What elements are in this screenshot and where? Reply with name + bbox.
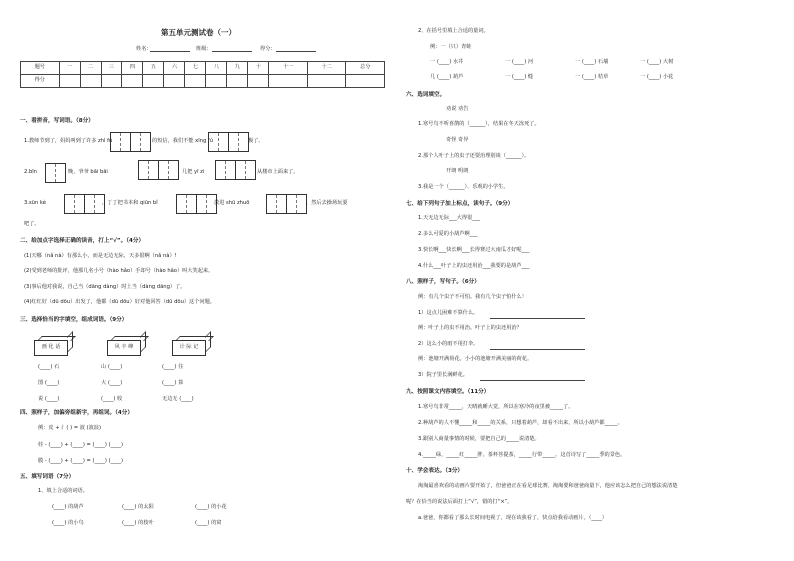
table-header-cell: 题号 [21, 62, 60, 75]
score-label: 得分： [260, 46, 276, 52]
char-box-3: 计 际 记 [172, 340, 206, 356]
table-header-cell: 十二 [307, 62, 346, 75]
class-line[interactable] [212, 51, 252, 52]
q5-cell[interactable]: (____) 的小鸟 [52, 520, 84, 526]
q9-heading: 九、按照课文内容填空。（11分） [406, 389, 490, 395]
table-header-cell: 总分 [346, 62, 385, 75]
q5b-cell[interactable]: 几 (____) 葫芦 [430, 74, 464, 80]
q1-heading: 一、看拼音，写词语。（8分） [20, 118, 94, 124]
name-label: 姓名： [136, 46, 152, 52]
q6-pair1: 劝说 劝告 [446, 106, 469, 112]
q9-line3[interactable]: 3.跟别人商量事情的时候，要把自己的_____说清楚。 [418, 436, 540, 442]
q1-line2e: 从楼市上面来了。 [257, 169, 299, 175]
char-box-2: 风 丰 峰 [107, 340, 141, 356]
q1-line2b: 晚，爷爷 bāi bāi [68, 169, 108, 175]
q1-line3d: ，然后去操场玩耍 [306, 200, 348, 206]
q9-line4[interactable]: 4._____绿，_____红_____胖。茶杯菩提茶，_____行带_____。这首诗写了_____季的景色。 [418, 452, 626, 458]
q3-cell[interactable]: (____) 石 [38, 364, 60, 370]
q8-line1: 1）这点儿困难不算什么。 [418, 310, 479, 316]
char-box-1: 画 化 话 [34, 340, 68, 356]
q1-line2d: 几把 yī zi [182, 169, 205, 175]
q5b-cell[interactable]: 一 (____) 大树 [640, 59, 674, 65]
q5-cell[interactable]: (____) 的太阳 [122, 504, 154, 510]
q5-cell[interactable]: (____) 的葫芦 [52, 504, 84, 510]
pinyin-grid[interactable] [110, 132, 151, 152]
pinyin-grid[interactable] [176, 194, 217, 214]
q5b-cell[interactable]: 一 (____) 缝 [505, 74, 534, 80]
q4-line1[interactable]: 娃 - (____) + (____) = (____) (____) [38, 442, 123, 448]
pinyin-grid[interactable] [45, 163, 66, 183]
q5b-cell[interactable]: 一 (____) 小花 [640, 74, 674, 80]
pinyin-grid[interactable] [215, 160, 256, 180]
q5b-cell[interactable]: 一 (____) 水井 [430, 59, 464, 65]
q5b-cell[interactable]: 一 (____) 石墙 [575, 59, 609, 65]
q10-line3[interactable]: a.爸爸，你都看了那么长时间电视了，现在该我看了，快点给我看动画片。（____） [418, 515, 607, 521]
q10-line1: 淘淘最喜欢看的动画片要开始了，但爸爸正在看足球比赛，淘淘要和爸爸商量下，他应该怎么把自己的想法说清楚 [418, 483, 678, 489]
q1-line1c: 极了。 [248, 138, 264, 144]
score-cell[interactable] [143, 75, 164, 88]
q2-line2: (2)受到老师的批评，他那几名小号（hào hǎo）手却号（hào hǎo）叫大笑起来。 [24, 268, 214, 274]
table-header-cell: 七 [185, 62, 206, 75]
pinyin-grid[interactable] [64, 194, 105, 214]
q3-heading: 三、选择恰当的字填空，组成词语。（9分） [20, 317, 128, 323]
q3-cell[interactable]: 说 (____) [38, 396, 60, 402]
table-header-cell: 八 [206, 62, 227, 75]
table-header-cell: 十 [248, 62, 269, 75]
q2-line4: (4)红红好（dū dōu）出发了，他都（dū dōu）好对他回答（dū dōu）这个问题。 [24, 299, 215, 305]
table-header-cell: 一 [59, 62, 80, 75]
q6-line3[interactable]: 3.我是一个（______）、乐观的小学生。 [418, 184, 509, 190]
q4-example: 例：皮 + 氵( ) = 波 (波浪) [38, 425, 101, 431]
score-cell[interactable] [101, 75, 122, 88]
q1-line1b: 的短信，我们不能 xīng fú [152, 138, 214, 144]
q1-line4: 吧了。 [24, 221, 40, 227]
q3-cell[interactable]: (____) 收 [101, 396, 123, 402]
q6-line1[interactable]: 1.寒号鸟不听喜鹊的（______），结果在冬天冻死了。 [418, 121, 540, 127]
q10-heading: 十、学会表达。（3分） [406, 468, 464, 474]
name-line[interactable] [150, 51, 190, 52]
q8-example3: 例：池塘开满荷花。小小的池塘开满美丽的荷花。 [418, 356, 533, 362]
q7-line4[interactable]: 4.什么___叶子上的虫还用治___我要的是葫芦___ [418, 263, 530, 269]
table-header-cell: 五 [143, 62, 164, 75]
q3-cell[interactable]: 图 (____) [38, 380, 60, 386]
score-cell[interactable] [307, 75, 346, 88]
q3-cell[interactable]: 无边无 (____) [162, 396, 194, 402]
q3-cell[interactable]: (____) 住 [162, 364, 184, 370]
table-row-label: 得分 [21, 75, 60, 88]
pinyin-grid[interactable] [208, 132, 249, 152]
table-header-cell: 十一 [269, 62, 308, 75]
q5-cell[interactable]: (____) 的小花 [195, 504, 227, 510]
q7-line1[interactable]: 1.天无边无际___大得很___ [418, 215, 481, 221]
table-header-cell: 二 [80, 62, 101, 75]
score-cell[interactable] [269, 75, 308, 88]
score-cell[interactable] [80, 75, 101, 88]
score-cell[interactable] [185, 75, 206, 88]
answer-line[interactable] [490, 318, 585, 319]
q5b-sub: 2、在括号里填上合适的量词。 [418, 28, 489, 34]
score-cell[interactable] [59, 75, 80, 88]
q1-line3b: ，丁丁把书本和 qiūn bǐ [102, 200, 158, 206]
q8-example2: 例：叶子上的虫不用治。叶子上的虫还用治？ [418, 325, 522, 331]
answer-line[interactable] [480, 380, 585, 381]
q8-heading: 八、照样子，写句子。（6分） [406, 279, 480, 285]
score-cell[interactable] [248, 75, 269, 88]
score-cell[interactable] [122, 75, 143, 88]
pinyin-grid[interactable] [266, 194, 307, 214]
q6-heading: 六、选词填空。 [406, 92, 446, 98]
table-header-cell: 六 [164, 62, 185, 75]
score-cell[interactable] [346, 75, 385, 88]
q6-pair3: 开朗 明朗 [446, 168, 469, 174]
class-label: 班级： [196, 46, 212, 52]
answer-line[interactable] [490, 349, 585, 350]
score-cell[interactable] [227, 75, 248, 88]
q7-line2[interactable]: 2.多么可爱的小葫芦啊___ [418, 231, 478, 237]
q6-line2[interactable]: 2.那个人叶子上的虫子还要治理别谈（______）。 [418, 153, 530, 159]
q5-sub1: 1、填上合适的词语。 [38, 488, 88, 494]
q5-cell[interactable]: (____) 的枝叶 [122, 520, 154, 526]
q9-line1[interactable]: 1.寒号鸟非常_____，天晴就睡大觉，所以在寒冷的夜里被_____了。 [418, 404, 574, 410]
q5b-cell[interactable]: 一 (____) 桔草 [575, 74, 609, 80]
q5b-example: 例：一（只）青蛙 [430, 44, 472, 50]
q9-line2[interactable]: 2.种葫芦的人不懂_____和_____的关系，只想着葫芦，却看不出来，所以小葫芦都_____。 [418, 420, 623, 426]
table-header-cell: 三 [101, 62, 122, 75]
q1-line2a: 2.bīn [24, 169, 37, 175]
q2-line3: (3)事后他对我说，自己当（dāng dàng）时上当（dàng dāng）了。 [24, 284, 186, 290]
score-cell[interactable] [164, 75, 185, 88]
table-header-cell: 九 [227, 62, 248, 75]
q8-example1: 例：有几个虫子不可怕。我有几个虫子怕什么！ [418, 294, 527, 300]
q8-line2: 2）这么小的雨不用打伞。 [418, 341, 479, 347]
q4-line2[interactable]: 膜 - (____) + (____) = (____) (____) [38, 458, 123, 464]
q7-line3[interactable]: 3.快长啊___快长啊___长得赛过大南瓜才好呢___ [418, 247, 530, 253]
q6-pair2: 奇怪 奇异 [446, 137, 469, 143]
q1-line3a: 3.sūn kè [24, 200, 46, 206]
q5-cell[interactable]: (____) 的窝 [195, 520, 222, 526]
score-table [20, 61, 385, 88]
q5b-cell[interactable]: 一 (____) 河 [505, 59, 534, 65]
q3-cell[interactable]: (____) 算 [162, 380, 184, 386]
q7-heading: 七、给下列句子加上标点，读句子。（9分） [406, 201, 514, 207]
pinyin-grid[interactable] [138, 160, 179, 180]
q10-line2: 呢？在恰当的说法后面打上“√”，错的打“×”。 [406, 499, 513, 505]
score-cell[interactable] [206, 75, 227, 88]
q8-line3: 3）院子里长满鲜花。 [418, 372, 468, 378]
q2-heading: 二、给加点字选择正确的读音，打上“√”。（4分） [20, 238, 145, 244]
q5-heading: 五、填写词语（7分） [20, 474, 75, 480]
q2-line1: (1)天哪（nǎ nà）有那么小，而是无边无际，天多很啊（nǎ nà）! [24, 253, 177, 259]
q4-heading: 四、照样子，加偏旁组新字，再组词。（4分） [20, 410, 133, 416]
q3-cell[interactable]: 山 (____) [101, 364, 123, 370]
score-line[interactable] [276, 51, 316, 52]
q3-cell[interactable]: 大 (____) [101, 380, 123, 386]
q1-line1a: 1.教师节到了，妈妈叫到了许多 zhì fú [24, 138, 113, 144]
q1-line3c: 放进 shū zhuō [214, 200, 250, 206]
table-header-cell: 四 [122, 62, 143, 75]
page-title: 第五单元测试卷（一） [161, 28, 236, 37]
